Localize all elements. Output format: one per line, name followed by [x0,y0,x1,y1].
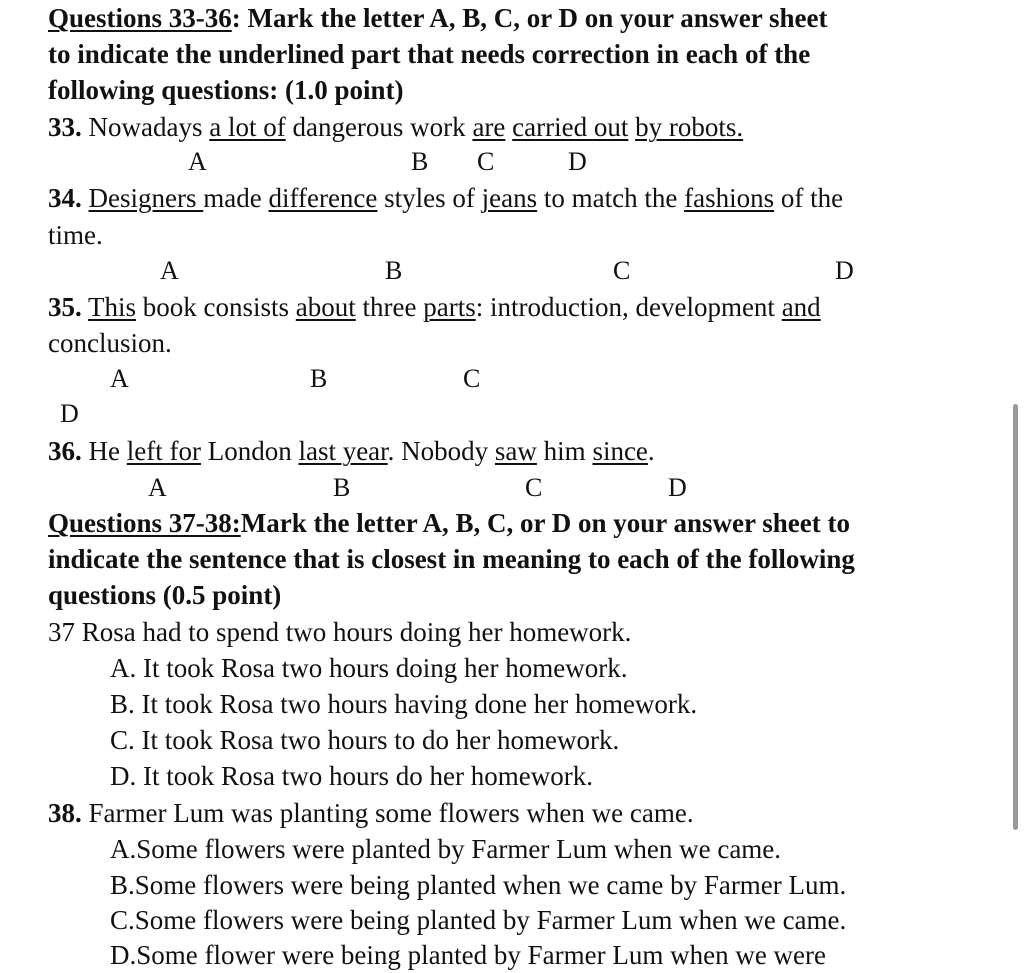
text: to match the [537,183,685,213]
question-number: 36. [48,436,82,466]
option-a: A. It took Rosa two hours doing her homework. [110,653,628,683]
label-b: B [310,364,328,393]
text: London [200,436,299,466]
section-heading-1 [48,0,827,36]
question-38 [48,795,694,831]
question-number: 38. [48,798,82,828]
question-number: 35. [48,292,82,322]
text: of the [774,183,844,213]
label-c: C [613,256,631,285]
question-number: 33. [48,112,82,142]
question-stem: Farmer Lum was planting some flowers when we came. [81,798,694,828]
text: : introduction, development [475,292,782,322]
label-b: B [411,147,429,176]
question-35-line2: conclusion. [48,328,172,358]
text: Nowadays [81,112,210,142]
label-b: B [385,256,403,285]
section-instruction: : Mark the letter A, B, C, or D on your answer sheet [231,3,828,33]
underlined-part-b: about [295,292,356,322]
question-35 [48,289,821,325]
text: . Nobody [387,436,495,466]
underlined-part-d: since [592,436,648,466]
underlined-part-d: and [781,292,821,322]
underlined-part-a: Designers [88,183,204,213]
section-instruction-line: following questions: (1.0 point) [48,75,404,105]
option-c: C. It took Rosa two hours to do her homework. [110,725,620,755]
question-33 [48,109,743,145]
underlined-part-b: last year [298,436,388,466]
section-instruction-line: to indicate the underlined part that needs correction in each of the [48,39,811,69]
section-instruction-line: questions (0.5 point) [48,580,282,610]
question-37: 37 Rosa had to spend two hours doing her homework. [48,617,632,647]
section-title: Questions 33-36 [48,3,232,33]
label-a: A [188,147,207,176]
label-d: D [835,256,854,285]
label-c: C [525,473,543,502]
label-d: D [60,399,79,428]
text: made [203,183,269,213]
section-instruction-line: indicate the sentence that is closest in meaning to each of the following [48,544,855,574]
option-b: B. It took Rosa two hours having done her homework. [110,689,698,719]
text: . [647,436,655,466]
question-34-line2: time. [48,220,103,250]
option-d: D.Some flower were being planted by Farmer Lum when we were [110,940,827,970]
label-a: A [110,364,129,393]
underlined-part-a: a lot of [209,112,286,142]
text: book consists [136,292,296,322]
question-34 [48,180,843,216]
underlined-part-a: This [88,292,137,322]
underlined-part-b: difference [268,183,378,213]
underlined-part-b: are [472,112,506,142]
section-instruction: Mark the letter A, B, C, or D on your answer sheet to [240,508,850,538]
option-d: D. It took Rosa two hours do her homework. [110,761,593,791]
option-a: A.Some flowers were planted by Farmer Lum when we came. [110,834,782,864]
label-d: D [668,473,687,502]
underlined-part-c: jeans [481,183,538,213]
option-c: C.Some flowers were being planted by Farmer Lum when we came. [110,905,847,935]
text: styles of [377,183,482,213]
text: him [536,436,593,466]
option-b: B.Some flowers were being planted when we came by Farmer Lum. [110,870,847,900]
text [82,183,89,213]
question-number: 34. [48,183,82,213]
section-title: Questions 37-38: [48,508,241,538]
underlined-part-d: by robots. [635,112,744,142]
label-a: A [160,256,179,285]
question-36 [48,433,655,469]
underlined-part-d: fashions [684,183,775,213]
label-b: B [333,473,351,502]
underlined-part-c: saw [494,436,537,466]
text: dangerous work [285,112,473,142]
text: He [81,436,127,466]
label-c: C [477,147,495,176]
label-a: A [148,473,167,502]
text: three [355,292,424,322]
underlined-part-c: parts [423,292,476,322]
underlined-part-c: carried out [512,112,629,142]
underlined-part-a: left for [126,436,201,466]
scrollbar-thumb[interactable] [1013,404,1018,830]
label-c: C [463,364,481,393]
section-heading-2 [48,505,850,541]
label-d: D [568,147,587,176]
